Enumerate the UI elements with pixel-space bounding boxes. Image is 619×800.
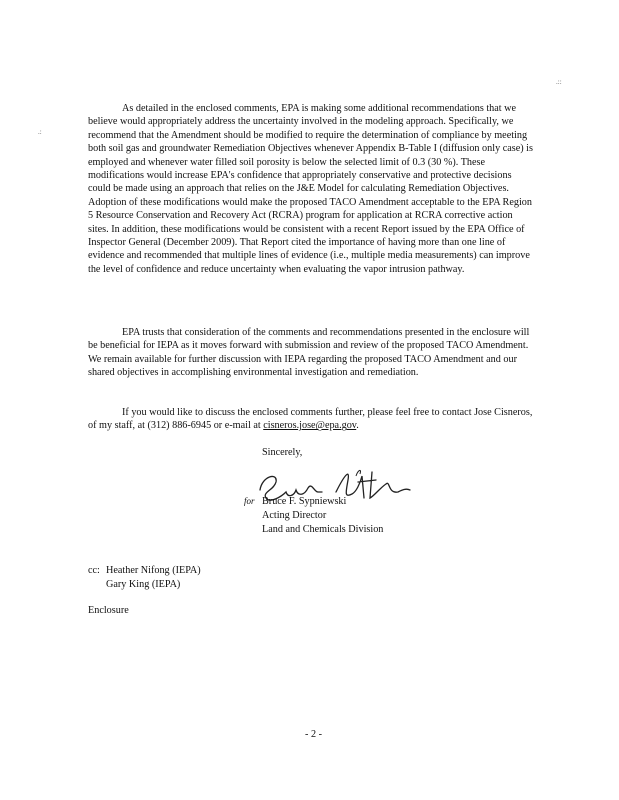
enclosure-note: Enclosure xyxy=(88,605,129,616)
signer-division: Land and Chemicals Division xyxy=(262,524,384,535)
contact-email-link[interactable]: cisneros.jose@epa.gov xyxy=(263,420,357,432)
for-mark: for xyxy=(244,496,255,506)
body-paragraph-3 xyxy=(88,406,534,433)
body-paragraph-2: EPA trusts that consideration of the comments and recommendations presented in the enclosure will be beneficial for IEPA as it moves forward with submission and review of the proposed TACO Amendment. We remain available for further discussion with IEPA regarding the proposed TACO Amendment and our shared objectives in accomplishing environmental investigation and remediation. xyxy=(88,327,530,379)
signer-title: Acting Director xyxy=(262,510,327,521)
cc-recipient: Heather Nifong (IEPA) xyxy=(106,565,201,576)
scan-artifact: .:: xyxy=(556,78,562,86)
signer-name: Bruce F. Sypniewski xyxy=(262,496,347,507)
contact-text: If you would like to discuss the enclosed comments further, please feel free to contact Jose Cisneros, of my staff, at (312) 886-6945 or e-mail at xyxy=(88,407,533,432)
body-paragraph-1: As detailed in the enclosed comments, EPA is making some additional recommendations that we believe would appropriately address the uncertainty involved in the modeling approach. Specifically, we recommend that the Amendment should be modified to require the determination of compliance by meeting both soil gas and groundwater Remediation Objectives whenever Appendix B-Table I (diffusion only case) is employed and whenever water filled soil porosity is below the selected limit of 0.3 (30 %). These modifications would increase EPA's confidence that appropriately conservative and protective decisions could be made using an approach that relies on the J&E Model for calculating Remediation Objectives. Adoption of these modifications would make the proposed TACO Amendment acceptable to the EPA Region 5 Resource Conservation and Recovery Act (RCRA) program for application at RCRA corrective action sites. In addition, these modifications would be consistent with a recent Report issued by the EPA Office of Inspector General (December 2009). That Report cited the importance of having more than one line of evidence and recommended that multiple lines of evidence (i.e., multiple media measurements) can improve the level of confidence and reduce uncertainty when evaluating the vapor intrusion pathway. xyxy=(88,103,533,275)
cc-recipient: Gary King (IEPA) xyxy=(106,579,181,590)
page-number: - 2 - xyxy=(305,729,322,740)
cc-label: cc: xyxy=(88,565,100,576)
salutation: Sincerely, xyxy=(262,447,303,458)
scan-artifact: .: xyxy=(38,128,42,136)
contact-text-end: . xyxy=(356,420,359,432)
